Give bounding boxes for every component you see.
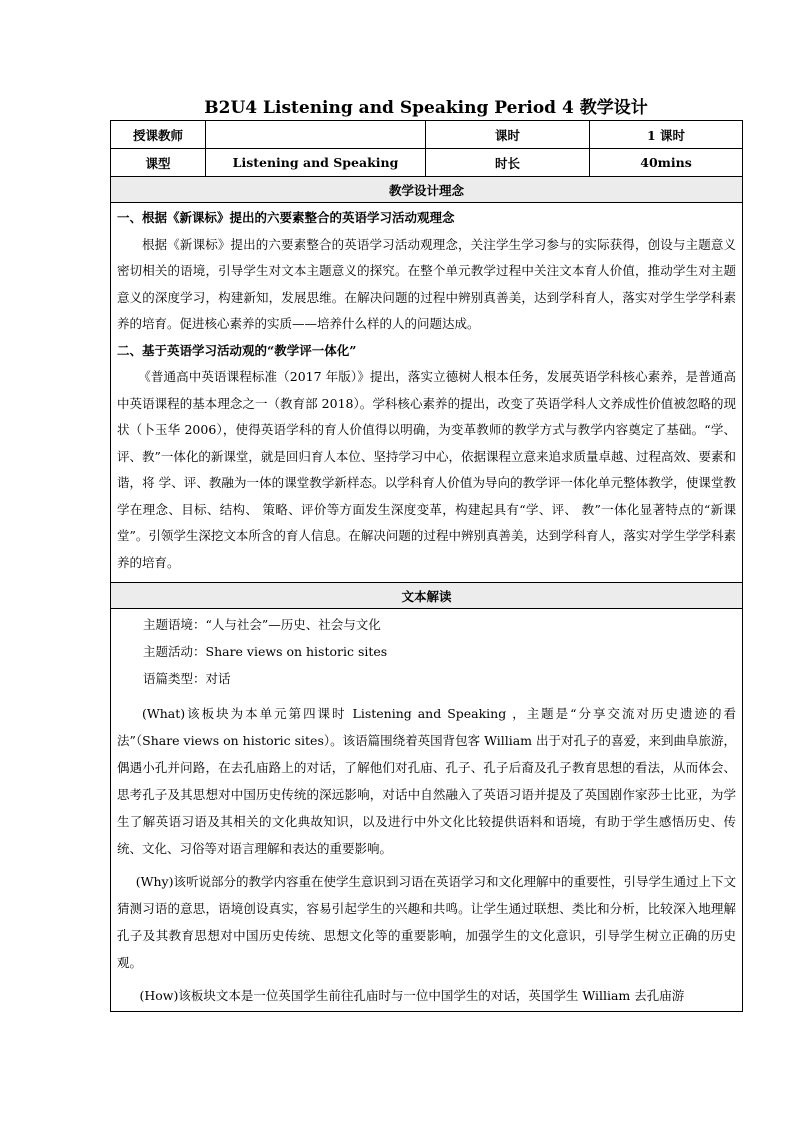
why-paragraph: (Why)该听说部分的教学内容重在使学生意识到习语在英语学习和文化理解中的重要性，引导学生通过上下文猜测习语的意思，语境创设真实，容易引起学生的兴趣和共鸣。让学生通过联想、类比和分析，比较深入地理解孔子及其教育思想对中国历史传统、思想文化等的重要影响，加强学生的文化意识，引导学生树立正确的历史观。 xyxy=(117,874,736,970)
duration-value: 40mins xyxy=(590,149,743,177)
design-heading: 教学设计理念 xyxy=(111,177,743,203)
design-body xyxy=(111,203,743,583)
info-row-teacher xyxy=(111,121,743,149)
info-row-type xyxy=(111,149,743,177)
period-label: 课时 xyxy=(426,121,590,149)
period-value: 1 课时 xyxy=(590,121,743,149)
text-analysis-body xyxy=(111,609,743,1012)
teacher-value xyxy=(206,121,426,149)
lesson-plan-table xyxy=(110,120,743,1012)
theme-activity: 主题活动：Share views on historic sites xyxy=(143,644,388,659)
section1-text: 根据《新课标》提出的六要素整合的英语学习活动观理念，关注学生学习参与的实际获得，创设与主题意义密切相关的语境，引导学生对文本主题意义的探究。在整个单元教学过程中关注文本育人价值，推动学生对主题意义的深度学习，构建新知，发展思维。在解决问题的过程中辨别真善美，达到学科育人，落实对学生学学科素养的培育。促进核心素养的实质——培养什么样的人的问题达成。 xyxy=(117,236,736,331)
how-paragraph: (How)该板块文本是一位英国学生前往孔庙时与一位中国学生的对话，英国学生 William 去孔庙游 xyxy=(139,988,685,1003)
teacher-label: 授课教师 xyxy=(111,121,206,149)
genre: 语篇类型：对话 xyxy=(143,671,231,686)
document-title: B2U4 Listening and Speaking Period 4 教学设计 xyxy=(204,98,648,118)
section2-title: 二、基于英语学习活动观的“教学评一体化” xyxy=(117,342,357,358)
theme-context: 主题语境：“人与社会”—历史、社会与文化 xyxy=(143,617,381,632)
duration-label: 时长 xyxy=(426,149,590,177)
text-analysis-heading: 文本解读 xyxy=(111,583,743,609)
section2-text: 《普通高中英语课程标准（2017 年版）》提出，落实立德树人根本任务，发展英语学科核心素养，是普通高中英语课程的基本理念之一（教育部 2018）。学科核心素养的提出，改变了英语学科人文养成性价值被忽略的现状（卜玉华 2006），使得英语学科的育人价值得以明确，为变革教师的教学方式与教学内容奠定了基础。“学、评、教”一体化的新课堂，就是回归育人本位、坚持学习中心，依据课程立意来追求质量卓越、过程高效、要素和谐，将 学、评、教融为一体的课堂教学新样态。以学科育人价值为导向的教学评一体化单元整体教学，使课堂教学在理念、目标、结构、 策略、评价等方面发生深度变革，构建起具有“学、评、 教”一体化显著特点的“新课堂”。引领学生深挖文本所含的育人信息。在解决问题的过程中辨别真善美，达到学科育人，落实对学生学学科素养的培育。 xyxy=(117,369,736,570)
what-paragraph: (What)该板块为本单元第四课时 Listening and Speaking ，主题是“分享交流对历史遗迹的看法”（Share views on historic sites）。该语篇围绕着英国背包客 William 出于对孔子的喜爱，来到曲阜旅游，偶遇小孔并问路，在去孔庙路上的对话，了解他们对孔庙、孔子、孔子后裔及孔子教育思想的看法，从而体会、思考孔子及其思想对中国历史传统的深远影响，对话中自然融入了英语习语并提及了英国剧作家莎士比亚，为学生了解英语习语及其相关的文化典故知识，以及进行中外文化比较提供语料和语境，有助于学生感悟历史、传统、文化、习俗等对语言理解和表达的重要影响。 xyxy=(117,706,736,856)
section1-title: 一、根据《新课标》提出的六要素整合的英语学习活动观理念 xyxy=(117,210,455,225)
type-label: 课型 xyxy=(111,149,206,177)
type-value: Listening and Speaking xyxy=(206,149,426,177)
